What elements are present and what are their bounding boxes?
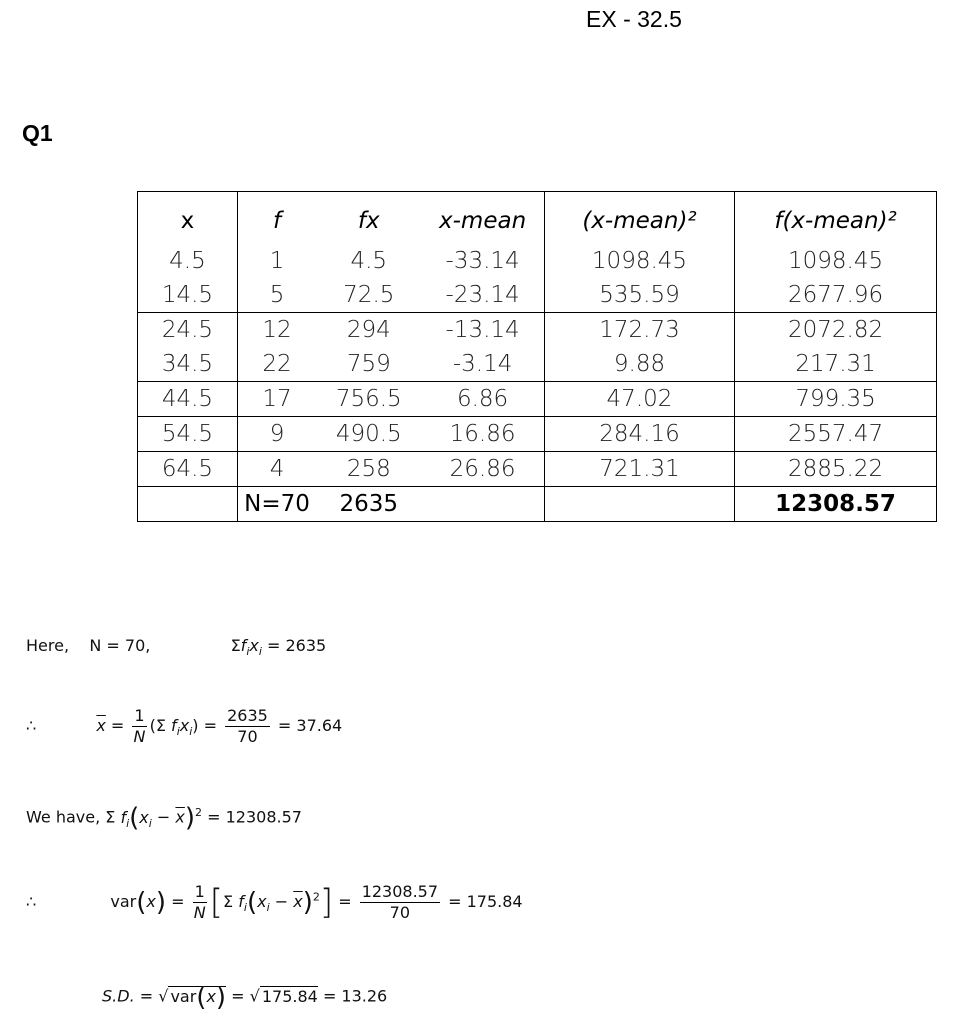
table-cell: 1098.45 <box>788 248 884 274</box>
table-cell: 4.5 <box>138 244 238 278</box>
var-label: var <box>110 892 137 911</box>
table-cell: 217.31 <box>795 351 876 377</box>
var-result: = 175.84 <box>448 892 523 911</box>
header-f-x-mean-sq: f(x-mean)² <box>774 208 897 234</box>
total-empty-2 <box>421 487 544 522</box>
table-row <box>138 417 937 452</box>
question-label: Q1 <box>22 120 53 146</box>
table-cell: 47.02 <box>544 382 734 417</box>
table-row <box>138 347 937 382</box>
table-row <box>138 452 937 487</box>
table-cell: 17 <box>237 382 316 417</box>
table-cell: 22 <box>262 351 292 377</box>
table-cell: 759 <box>346 351 391 377</box>
table-cell: 2885.22 <box>735 452 937 487</box>
total-empty <box>138 487 238 522</box>
sum-fx-equation: = 2635 <box>267 636 327 655</box>
solution-line-4: ∴ var(x) = $\frac{1}{N}$ [Σ $f_i(x_i - \overline{x})^2$] = $\frac{12308.57}{70}$ = 175.84 <box>26 882 523 923</box>
table-cell: -3.14 <box>421 347 544 382</box>
var-fraction-denominator: 70 <box>389 903 411 922</box>
table-cell: 64.5 <box>138 452 238 487</box>
table-cell: -13.14 <box>421 313 544 348</box>
table-cell: 4.5 <box>350 248 388 274</box>
table-cell: 756.5 <box>316 382 421 417</box>
exercise-title: EX - 32.5 <box>586 6 682 32</box>
header-x-mean: x-mean <box>421 192 544 245</box>
here-text: Here, <box>26 636 70 655</box>
total-empty-3 <box>544 487 734 522</box>
total-sum-fdev: 12308.57 <box>735 487 937 522</box>
n-equation: N = 70, <box>89 636 151 655</box>
sd-result: = 13.26 <box>322 986 388 1006</box>
table-cell: 44.5 <box>138 382 238 417</box>
mean-fraction-denominator: 70 <box>237 727 258 746</box>
table-cell: 34.5 <box>138 347 238 382</box>
therefore-symbol-2: ∴ <box>26 892 37 911</box>
table-cell: 16.86 <box>421 417 544 452</box>
table-cell: -33.14 <box>421 244 544 278</box>
table-cell: 294 <box>316 313 421 348</box>
table-cell: 9.88 <box>544 347 734 382</box>
table-cell: 9 <box>237 417 316 452</box>
solution-line-2: ∴ $\overline{x}$ = $\frac{1}{N}$ (Σ $f_ix_i$) = $\frac{2635}{70}$ = 37.64 <box>26 706 343 746</box>
table-cell: 2677.96 <box>788 282 884 308</box>
total-sum-fx: 2635 <box>316 487 421 522</box>
table-total-row <box>138 487 937 522</box>
table-cell: 258 <box>316 452 421 487</box>
mean-fraction-numerator: 2635 <box>227 706 268 725</box>
table-cell: 490.5 <box>316 417 421 452</box>
table-cell: 6.86 <box>421 382 544 417</box>
table-row <box>138 244 937 278</box>
table-cell: -23.14 <box>421 278 544 313</box>
table-cell: 2557.47 <box>735 417 937 452</box>
table-header-row <box>138 192 937 245</box>
sqrt-value: 175.84 <box>261 986 318 1006</box>
table-cell: 12 <box>237 313 316 348</box>
table-row <box>138 278 937 313</box>
table-cell: 4 <box>237 452 316 487</box>
mean-result: = 37.64 <box>277 716 343 735</box>
table-cell: 721.31 <box>544 452 734 487</box>
table-cell: 284.16 <box>544 417 734 452</box>
table-cell: 54.5 <box>138 417 238 452</box>
we-have-text: We have, <box>26 807 101 827</box>
table-cell: 2072.82 <box>735 313 937 348</box>
table-cell: 14.5 <box>138 278 238 313</box>
table-cell: 172.73 <box>544 313 734 348</box>
frequency-table <box>137 191 937 522</box>
sum-sq-dev-result: = 12308.57 <box>207 807 302 827</box>
solution-line-3: We have, Σ $f_i(x_i - \overline{x})^2 = 12308.57$ <box>26 803 302 833</box>
therefore-symbol: ∴ <box>26 716 37 735</box>
table-cell: 24.5 <box>138 313 238 348</box>
header-fx: fx <box>357 208 380 234</box>
solution-line-1: Here, N = 70, $\Sigma f_ix_i = 2635$ <box>26 636 327 659</box>
header-x-mean-sq: (x-mean)² <box>544 192 734 245</box>
table-cell: 26.86 <box>421 452 544 487</box>
table-cell: 72.5 <box>343 282 395 308</box>
solution-line-5: S.D. = √ var(x) = √ 175.84 = 13.26 <box>102 982 388 1012</box>
sd-label: S.D. <box>102 986 135 1006</box>
header-f: f <box>272 208 282 234</box>
header-x: x <box>138 192 238 245</box>
table-cell: 535.59 <box>544 278 734 313</box>
table-cell: 5 <box>269 282 285 308</box>
table-cell: 1 <box>269 248 285 274</box>
table-row <box>138 313 937 348</box>
table-cell: 799.35 <box>735 382 937 417</box>
var-fraction-numerator: 12308.57 <box>361 882 439 901</box>
table-cell: 1098.45 <box>544 244 734 278</box>
total-n: N=70 <box>237 487 316 522</box>
table-row <box>138 382 937 417</box>
